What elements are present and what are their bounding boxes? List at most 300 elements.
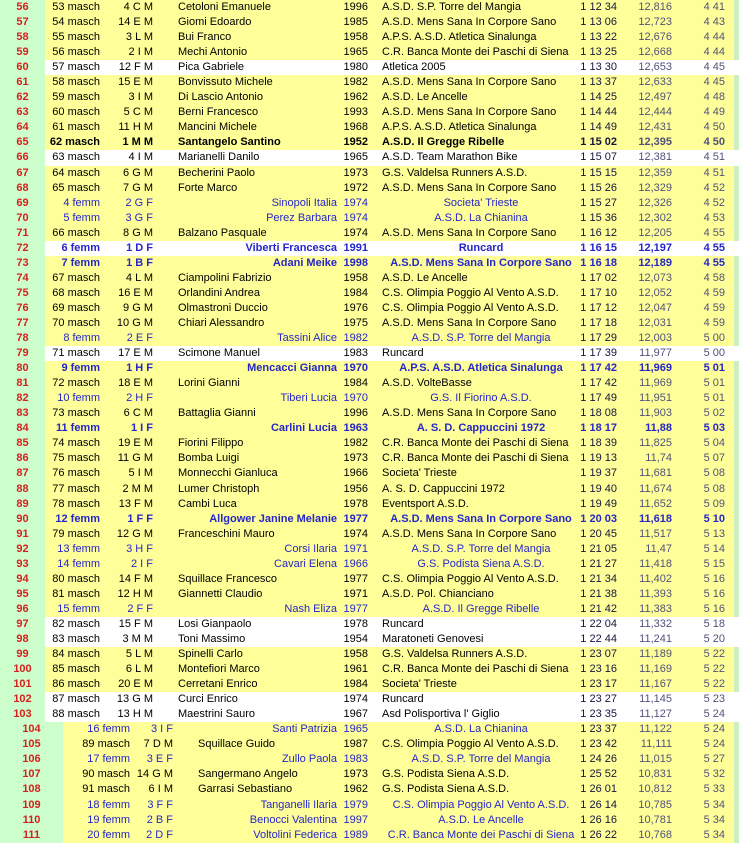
athlete-name: Mencacci Gianna	[247, 362, 337, 375]
position-number: 95	[0, 587, 45, 602]
row-edge-strip	[725, 482, 739, 497]
category-position: 89 masch	[82, 738, 130, 751]
position-number: 78	[0, 331, 45, 346]
points: 12,189	[638, 256, 672, 269]
birth-year: 1984	[343, 678, 368, 691]
table-row	[0, 45, 739, 60]
position-number: 94	[0, 572, 45, 587]
points: 12,302	[638, 211, 672, 224]
row-edge-strip	[725, 45, 739, 60]
position-number: 103	[0, 707, 45, 722]
category-code: 1 H F	[126, 362, 153, 375]
category-code: 14 F M	[118, 572, 153, 585]
row-edge-strip	[725, 767, 739, 782]
finish-time: 1 15 07	[580, 151, 617, 164]
row-edge-strip	[725, 557, 739, 572]
points: 11,167	[639, 678, 672, 691]
row-edge-strip	[725, 135, 739, 150]
team-name: A.S.D. Mens Sana In Corpore Sano	[382, 76, 557, 89]
finish-time: 1 17 29	[580, 332, 617, 345]
points: 10,768	[638, 828, 672, 841]
athlete-name: Giannetti Claudio	[178, 587, 263, 600]
athlete-name: Losi Gianpaolo	[178, 617, 252, 630]
birth-year: 1962	[343, 783, 368, 796]
team-name: Asd Polisportiva l' Giglio	[382, 708, 500, 721]
table-row	[0, 828, 739, 843]
points: 11,74	[645, 452, 672, 465]
category-code: 6 G M	[123, 166, 153, 179]
pace-min-per-km: 4 59	[703, 301, 725, 314]
finish-time: 1 17 42	[580, 377, 617, 390]
team-name: A.S.D. Le Ancelle	[382, 91, 468, 104]
pace-min-per-km: 5 03	[703, 422, 725, 435]
category-position: 64 masch	[52, 166, 100, 179]
birth-year: 1985	[343, 16, 368, 29]
team-name: A. S. D. Cappuccini 1972	[416, 422, 546, 435]
position-number: 104	[0, 722, 63, 737]
position-number: 90	[0, 512, 45, 527]
pace-min-per-km: 5 34	[703, 828, 725, 841]
finish-time: 1 18 17	[580, 422, 617, 435]
table-row	[0, 707, 739, 722]
table-row	[0, 451, 739, 466]
points: 12,359	[638, 166, 672, 179]
pace-min-per-km: 4 50	[703, 136, 725, 149]
table-row	[0, 105, 739, 120]
category-code: 6 C M	[123, 407, 153, 420]
category-position: 59 masch	[52, 91, 100, 104]
pace-min-per-km: 4 53	[703, 211, 725, 224]
category-code: 4 I M	[128, 151, 153, 164]
athlete-name: Bonvissuto Michele	[178, 76, 273, 89]
category-code: 2 F F	[127, 602, 153, 615]
category-position: 53 masch	[52, 1, 100, 14]
pace-min-per-km: 4 43	[703, 16, 725, 29]
category-code: 3 H F	[126, 542, 153, 555]
table-row	[0, 226, 739, 241]
finish-time: 1 22 04	[580, 617, 617, 630]
table-row	[0, 632, 739, 647]
pace-min-per-km: 5 10	[703, 512, 725, 525]
birth-year: 1984	[343, 286, 368, 299]
category-position: 19 femm	[87, 813, 130, 826]
row-edge-strip	[725, 527, 739, 542]
team-name: A.S.D. S.P. Torre del Mangia	[411, 332, 551, 345]
category-code: 14 E M	[118, 16, 153, 29]
table-row	[0, 527, 739, 542]
pace-min-per-km: 5 27	[703, 753, 725, 766]
category-position: 62 masch	[49, 136, 100, 149]
pace-min-per-km: 5 15	[703, 557, 725, 570]
row-edge-strip	[725, 120, 739, 135]
position-number: 57	[0, 15, 45, 30]
category-position: 20 femm	[87, 828, 130, 841]
table-row	[0, 30, 739, 45]
team-name: Maratoneti Genovesi	[382, 632, 484, 645]
finish-time: 1 21 05	[580, 542, 617, 555]
birth-year: 1966	[343, 467, 368, 480]
team-name: A.S.D. Pol. Chianciano	[382, 587, 494, 600]
finish-time: 1 14 49	[580, 121, 617, 134]
team-name: Eventsport A.S.D.	[382, 497, 469, 510]
position-number: 86	[0, 451, 45, 466]
points: 11,825	[639, 437, 672, 450]
finish-time: 1 23 37	[580, 723, 617, 736]
finish-time: 1 16 18	[580, 256, 617, 269]
finish-time: 1 14 44	[580, 106, 617, 119]
pace-min-per-km: 5 09	[703, 497, 725, 510]
team-name: A.S.D. Mens Sana In Corpore Sano	[382, 407, 557, 420]
position-number: 85	[0, 436, 45, 451]
athlete-name: Di Lascio Antonio	[178, 91, 263, 104]
finish-time: 1 15 15	[580, 166, 617, 179]
category-code: 1 F F	[127, 512, 153, 525]
athlete-name: Squillace Guido	[198, 738, 276, 751]
category-position: 63 masch	[52, 151, 100, 164]
team-name: C.R. Banca Monte dei Paschi di Siena	[382, 663, 569, 676]
table-row	[0, 0, 739, 15]
row-edge-strip	[725, 316, 739, 331]
team-name: G.S. Valdelsa Runners A.S.D.	[382, 648, 528, 661]
table-row	[0, 482, 739, 497]
table-row	[0, 572, 739, 587]
row-edge-strip	[725, 617, 739, 632]
finish-time: 1 17 02	[580, 271, 617, 284]
table-row	[0, 271, 739, 286]
row-edge-strip	[725, 542, 739, 557]
points: 12,073	[638, 271, 672, 284]
category-code: 7 G M	[123, 181, 153, 194]
team-name: A.S.D. S.P. Torre del Mangia	[411, 753, 551, 766]
finish-time: 1 20 45	[580, 527, 617, 540]
points: 12,052	[638, 286, 672, 299]
birth-year: 1977	[343, 572, 368, 585]
row-edge-strip	[725, 722, 739, 737]
birth-year: 1977	[343, 602, 368, 615]
birth-year: 1974	[343, 196, 368, 209]
athlete-name: Berni Francesco	[178, 106, 259, 119]
position-number: 111	[0, 828, 63, 843]
table-row	[0, 692, 739, 707]
points: 11,977	[639, 347, 672, 360]
finish-time: 1 13 30	[580, 61, 617, 74]
category-code: 2 G F	[125, 196, 153, 209]
team-name: A.S.D. Mens Sana In Corpore Sano	[390, 512, 572, 525]
athlete-name: Cambi Luca	[178, 497, 237, 510]
position-number: 75	[0, 286, 45, 301]
table-row	[0, 782, 739, 797]
athlete-name: Allgower Janine Melanie	[209, 512, 337, 525]
category-position: 82 masch	[52, 617, 100, 630]
category-position: 90 masch	[82, 768, 130, 781]
athlete-name: Perez Barbara	[266, 211, 337, 224]
category-code: 11 H M	[118, 121, 153, 134]
category-position: 85 masch	[52, 663, 100, 676]
points: 12,003	[638, 332, 672, 345]
row-edge-strip	[725, 602, 739, 617]
team-name: A.P.S. A.S.D. Atletica Sinalunga	[399, 362, 563, 375]
athlete-name: Giomi Edoardo	[178, 16, 252, 29]
category-code: 2 H F	[126, 392, 153, 405]
category-position: 14 femm	[57, 557, 100, 570]
finish-time: 1 23 17	[580, 678, 617, 691]
table-row	[0, 316, 739, 331]
team-name: A.S.D. Mens Sana In Corpore Sano	[382, 16, 557, 29]
team-name: A.S.D. VolteBasse	[382, 377, 472, 390]
row-edge-strip	[725, 196, 739, 211]
birth-year: 1973	[343, 452, 368, 465]
category-position: 87 masch	[52, 693, 100, 706]
position-number: 64	[0, 120, 45, 135]
points: 11,969	[639, 377, 672, 390]
finish-time: 1 13 25	[580, 46, 617, 59]
position-number: 109	[0, 797, 63, 812]
team-name: C.S. Olimpia Poggio Al Vento A.S.D.	[392, 798, 570, 811]
birth-year: 1982	[343, 76, 368, 89]
pace-min-per-km: 4 52	[703, 181, 725, 194]
row-edge-strip	[725, 271, 739, 286]
row-edge-strip	[725, 166, 739, 181]
table-row	[0, 75, 739, 90]
finish-time: 1 21 34	[580, 572, 617, 585]
athlete-name: Chiari Alessandro	[178, 317, 265, 329]
team-name: G.S. Podista Siena A.S.D.	[382, 768, 510, 781]
category-code: 20 E M	[118, 678, 153, 691]
birth-year: 1996	[343, 1, 368, 14]
table-row	[0, 813, 739, 828]
row-edge-strip	[725, 828, 739, 843]
table-row	[0, 196, 739, 211]
table-row	[0, 722, 739, 737]
birth-year: 1965	[343, 151, 368, 164]
birth-year: 1961	[343, 663, 368, 676]
position-number: 58	[0, 30, 45, 45]
position-number: 68	[0, 181, 45, 196]
points: 12,444	[638, 106, 672, 119]
row-edge-strip	[725, 181, 739, 196]
pace-min-per-km: 5 24	[703, 723, 725, 736]
team-name: C.S. Olimpia Poggio Al Vento A.S.D.	[382, 301, 559, 314]
position-number: 59	[0, 45, 45, 60]
category-position: 70 masch	[52, 317, 100, 329]
athlete-name: Garrasi Sebastiano	[198, 783, 293, 796]
position-number: 102	[0, 692, 45, 707]
birth-year: 1987	[343, 738, 368, 751]
points: 11,47	[645, 542, 672, 555]
team-name: C.R. Banca Monte dei Paschi di Siena	[382, 452, 569, 465]
row-edge-strip	[725, 737, 739, 752]
row-edge-strip	[725, 346, 739, 361]
team-name: A.S.D. Mens Sana In Corpore Sano	[382, 317, 557, 329]
category-position: 56 masch	[52, 46, 100, 59]
points: 11,652	[639, 497, 672, 510]
finish-time: 1 24 26	[580, 753, 617, 766]
athlete-name: Forte Marco	[178, 181, 238, 194]
position-number: 66	[0, 150, 45, 165]
category-position: 88 masch	[52, 708, 100, 721]
birth-year: 1974	[343, 527, 368, 540]
position-number: 67	[0, 166, 45, 181]
row-edge-strip	[725, 30, 739, 45]
athlete-name: Olmastroni Duccio	[178, 301, 268, 314]
athlete-name: Curci Enrico	[178, 693, 238, 706]
position-number: 79	[0, 346, 45, 361]
athlete-name: Tanganelli Ilaria	[260, 798, 337, 811]
pace-min-per-km: 5 04	[703, 437, 725, 450]
team-name: A.P.S. A.S.D. Atletica Sinalunga	[382, 31, 537, 44]
pace-min-per-km: 4 48	[703, 91, 725, 104]
team-name: A.S.D. Le Ancelle	[382, 271, 468, 284]
category-position: 55 masch	[52, 31, 100, 44]
category-code: 1 D F	[126, 241, 153, 254]
row-edge-strip	[725, 707, 739, 722]
athlete-name: Pica Gabriele	[178, 61, 245, 74]
category-code: 12 H M	[117, 587, 153, 600]
athlete-name: Tassini Alice	[277, 332, 337, 345]
points: 12,381	[638, 151, 672, 164]
row-edge-strip	[725, 782, 739, 797]
finish-time: 1 15 02	[580, 136, 617, 149]
category-code: 3 M M	[122, 632, 153, 645]
birth-year: 1973	[343, 166, 368, 179]
row-edge-strip	[725, 286, 739, 301]
category-code: 3 I F	[150, 723, 173, 736]
row-edge-strip	[725, 90, 739, 105]
position-number: 92	[0, 542, 45, 557]
pace-min-per-km: 4 55	[703, 241, 725, 254]
finish-time: 1 13 22	[580, 31, 617, 44]
finish-time: 1 17 10	[580, 286, 617, 299]
finish-time: 1 17 12	[580, 301, 617, 314]
athlete-name: Toni Massimo	[178, 632, 246, 645]
pace-min-per-km: 4 51	[703, 151, 725, 164]
category-code: 3 E F	[146, 753, 173, 766]
finish-time: 1 23 35	[580, 708, 617, 721]
table-row	[0, 557, 739, 572]
pace-min-per-km: 5 24	[703, 708, 725, 721]
points: 11,241	[639, 632, 672, 645]
table-row	[0, 346, 739, 361]
team-name: Atletica 2005	[382, 61, 446, 74]
birth-year: 1965	[343, 723, 368, 736]
team-name: Runcard	[382, 617, 424, 630]
birth-year: 1958	[343, 31, 368, 44]
athlete-name: Carlini Lucia	[270, 422, 337, 435]
pace-min-per-km: 5 13	[703, 527, 725, 540]
table-row	[0, 677, 739, 692]
birth-year: 1973	[343, 768, 368, 781]
category-position: 83 masch	[52, 632, 100, 645]
category-position: 69 masch	[52, 301, 100, 314]
position-number: 100	[0, 662, 45, 677]
points: 12,676	[638, 31, 672, 44]
finish-time: 1 17 42	[580, 362, 617, 375]
row-edge-strip	[725, 512, 739, 527]
points: 11,145	[639, 693, 672, 706]
category-code: 5 C M	[123, 106, 153, 119]
row-edge-strip	[725, 647, 739, 662]
finish-time: 1 15 36	[580, 211, 617, 224]
table-row	[0, 241, 739, 256]
position-number: 76	[0, 301, 45, 316]
points: 12,497	[638, 91, 672, 104]
category-code: 4 L M	[125, 271, 153, 284]
row-edge-strip	[725, 256, 739, 271]
category-code: 7 D M	[143, 738, 173, 751]
pace-min-per-km: 5 22	[703, 648, 725, 661]
position-number: 73	[0, 256, 45, 271]
points: 11,951	[639, 392, 672, 405]
finish-time: 1 18 39	[580, 437, 617, 450]
birth-year: 1983	[343, 753, 368, 766]
category-position: 60 masch	[52, 106, 100, 119]
category-position: 54 masch	[52, 16, 100, 29]
table-row	[0, 120, 739, 135]
finish-time: 1 17 39	[580, 347, 617, 360]
finish-time: 1 14 25	[580, 91, 617, 104]
pace-min-per-km: 5 16	[703, 587, 725, 600]
row-edge-strip	[725, 797, 739, 812]
category-position: 61 masch	[52, 121, 100, 134]
birth-year: 1954	[343, 632, 368, 645]
row-edge-strip	[725, 211, 739, 226]
category-position: 79 masch	[52, 527, 100, 540]
position-number: 82	[0, 391, 45, 406]
row-edge-strip	[725, 572, 739, 587]
athlete-name: Lorini Gianni	[178, 377, 240, 390]
points: 12,723	[638, 16, 672, 29]
pace-min-per-km: 5 08	[703, 467, 725, 480]
table-row	[0, 256, 739, 271]
table-row	[0, 15, 739, 30]
table-row	[0, 602, 739, 617]
category-position: 86 masch	[52, 678, 100, 691]
category-position: 72 masch	[52, 377, 100, 390]
category-position: 73 masch	[52, 407, 100, 420]
athlete-name: Ciampolini Fabrizio	[178, 271, 272, 284]
team-name: C.S. Olimpia Poggio Al Vento A.S.D.	[382, 738, 559, 751]
birth-year: 1972	[343, 181, 368, 194]
team-name: A.S.D. S.P. Torre del Mangia	[411, 542, 551, 555]
table-row	[0, 797, 739, 812]
points: 11,402	[639, 572, 672, 585]
row-edge-strip	[725, 331, 739, 346]
category-code: 1 B F	[126, 256, 153, 269]
table-row	[0, 767, 739, 782]
pace-min-per-km: 5 22	[703, 663, 725, 676]
finish-time: 1 13 06	[580, 16, 617, 29]
points: 10,831	[638, 768, 672, 781]
athlete-name: Cerretani Enrico	[178, 678, 258, 691]
athlete-name: Bomba Luigi	[178, 452, 240, 465]
category-code: 5 L M	[125, 648, 153, 661]
pace-min-per-km: 5 34	[703, 798, 725, 811]
points: 11,189	[639, 648, 672, 661]
athlete-name: Maestrini Sauro	[178, 708, 256, 721]
athlete-name: Squillace Francesco	[178, 572, 278, 585]
team-name: Runcard	[458, 241, 504, 254]
row-edge-strip	[725, 150, 739, 165]
points: 10,785	[638, 798, 672, 811]
category-position: 15 femm	[57, 602, 100, 615]
team-name: A.S.D. Mens Sana In Corpore Sano	[382, 106, 557, 119]
pace-min-per-km: 5 14	[703, 542, 725, 555]
category-code: 11 G M	[117, 452, 153, 465]
category-position: 12 femm	[55, 512, 100, 525]
team-name: G.S. Il Fiorino A.S.D.	[430, 392, 532, 405]
category-position: 10 femm	[57, 392, 100, 405]
birth-year: 1965	[343, 46, 368, 59]
